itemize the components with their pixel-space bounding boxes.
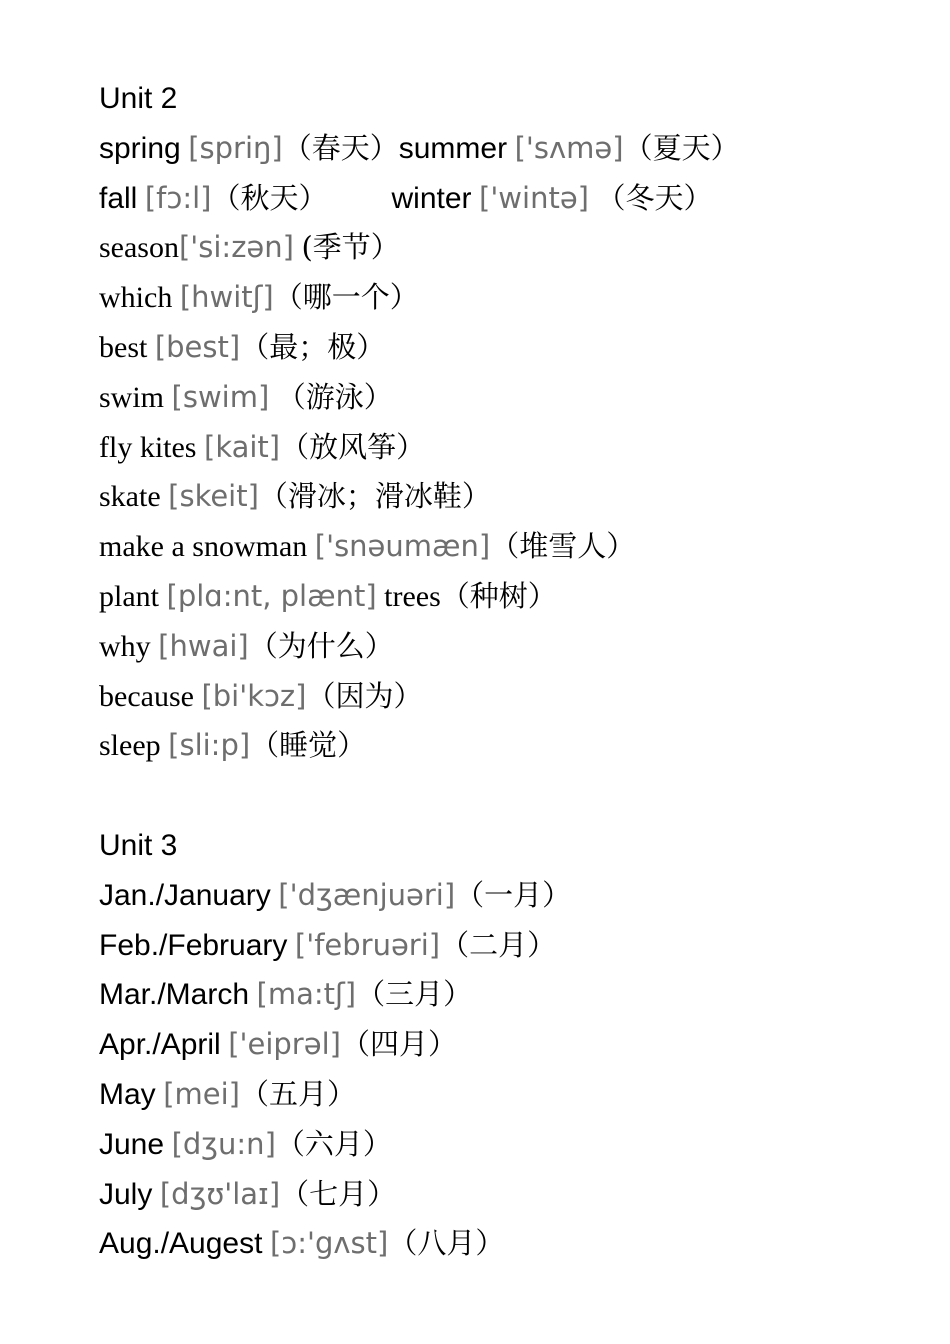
word: why [99, 629, 151, 663]
phonetic: [hwitʃ] [179, 280, 274, 315]
meaning: （因为） [306, 678, 423, 713]
word: spring [99, 131, 181, 165]
phonetic: [kait] [204, 429, 281, 464]
phonetic: ['eiprəl] [228, 1027, 341, 1062]
vocab-line-march [99, 970, 929, 1020]
phonetic: [fɔ:l] [144, 180, 212, 215]
word: which [99, 281, 173, 315]
meaning: （夏天） [623, 130, 740, 165]
word: best [99, 330, 148, 364]
vocab-line-fall-winter [99, 174, 929, 224]
phonetic: [swim] [171, 379, 270, 414]
vocab-line-fly-kites [99, 423, 929, 473]
word: sleep [99, 729, 161, 763]
vocab-line-season [99, 223, 929, 273]
phonetic: [dʒʊ'laɪ] [159, 1176, 281, 1211]
meaning: （四月） [340, 1027, 457, 1062]
word: season [99, 231, 179, 265]
phonetic: ['februəri] [294, 927, 441, 962]
meaning: (季节） [301, 230, 400, 265]
vocab-line-sleep [99, 721, 929, 771]
meaning: （种树） [440, 578, 557, 613]
phonetic: ['wintə] [479, 180, 589, 215]
meaning: （三月） [356, 977, 473, 1012]
word: Mar./March [99, 978, 250, 1012]
vocab-line-may [99, 1070, 929, 1120]
vocab-line-which [99, 273, 929, 323]
meaning: （春天） [282, 130, 399, 165]
word: winter [391, 181, 472, 215]
phonetic: [ɔ:'gʌst] [269, 1226, 389, 1261]
word: May [99, 1077, 156, 1111]
word: trees [384, 579, 441, 613]
phonetic: [dʒu:n] [171, 1126, 276, 1161]
vocab-line-skate [99, 472, 929, 522]
meaning: （最；极） [240, 329, 386, 364]
meaning: （堆雪人） [490, 529, 636, 564]
phonetic: [sli:p] [168, 728, 251, 763]
vocab-line-because [99, 672, 929, 722]
vocabulary-document [99, 74, 929, 1269]
meaning: （睡觉） [250, 728, 367, 763]
meaning: （七月） [280, 1176, 397, 1211]
phonetic: [best] [154, 329, 241, 364]
word: fall [99, 181, 138, 215]
phonetic: [hwai] [158, 628, 249, 663]
vocab-line-why [99, 622, 929, 672]
word: swim [99, 380, 165, 414]
word: summer [398, 131, 508, 165]
vocab-line-january [99, 871, 929, 921]
phonetic: ['dʒænjuəri] [278, 877, 456, 912]
phonetic: [mei] [163, 1076, 240, 1111]
vocab-line-july [99, 1170, 929, 1220]
word: Aug./Augest [99, 1227, 263, 1261]
unit2-heading: Unit 2 [99, 82, 178, 115]
meaning: （冬天） [596, 180, 713, 215]
vocab-line-june [99, 1120, 929, 1170]
word: June [99, 1127, 165, 1161]
meaning: （为什么） [248, 628, 394, 663]
phonetic: [skeit] [168, 479, 259, 514]
meaning: （八月） [388, 1226, 505, 1261]
meaning: （放风筝） [280, 429, 426, 464]
word: Feb./February [99, 928, 288, 962]
phonetic: ['si:zən] [178, 230, 294, 265]
meaning: （六月） [275, 1126, 392, 1161]
word: make a snowman [99, 530, 308, 564]
phonetic: [plɑ:nt, plænt] [166, 578, 377, 613]
meaning: （游泳） [276, 379, 393, 414]
unit3-heading: Unit 3 [99, 828, 178, 862]
phonetic: [spriŋ] [188, 130, 283, 165]
phonetic: [ma:tʃ] [256, 977, 357, 1012]
vocab-line-swim [99, 373, 929, 423]
word: Apr./April [99, 1028, 221, 1062]
phonetic: ['sʌmə] [514, 130, 624, 165]
word: fly kites [99, 430, 197, 464]
meaning: （秋天） [211, 180, 328, 215]
word: because [99, 679, 194, 713]
vocab-line-april [99, 1020, 929, 1070]
word: skate [99, 480, 161, 514]
word: plant [99, 579, 159, 613]
meaning: （二月） [440, 927, 557, 962]
blank-line [99, 771, 929, 821]
vocab-line-spring-summer [99, 124, 929, 174]
word: July [99, 1177, 153, 1211]
meaning: （哪一个） [273, 280, 419, 315]
phonetic: ['snəumæn] [314, 529, 491, 564]
vocab-line-plant-trees [99, 572, 929, 622]
phonetic: [bi'kɔz] [201, 678, 307, 713]
vocab-line-august [99, 1219, 929, 1269]
vocab-line-snowman [99, 522, 929, 572]
vocab-line-february [99, 921, 929, 971]
meaning: （滑冰；滑冰鞋） [258, 479, 491, 514]
word: Jan./January [99, 878, 271, 912]
meaning: （一月） [455, 877, 572, 912]
meaning: （五月） [239, 1076, 356, 1111]
vocab-line-best [99, 323, 929, 373]
